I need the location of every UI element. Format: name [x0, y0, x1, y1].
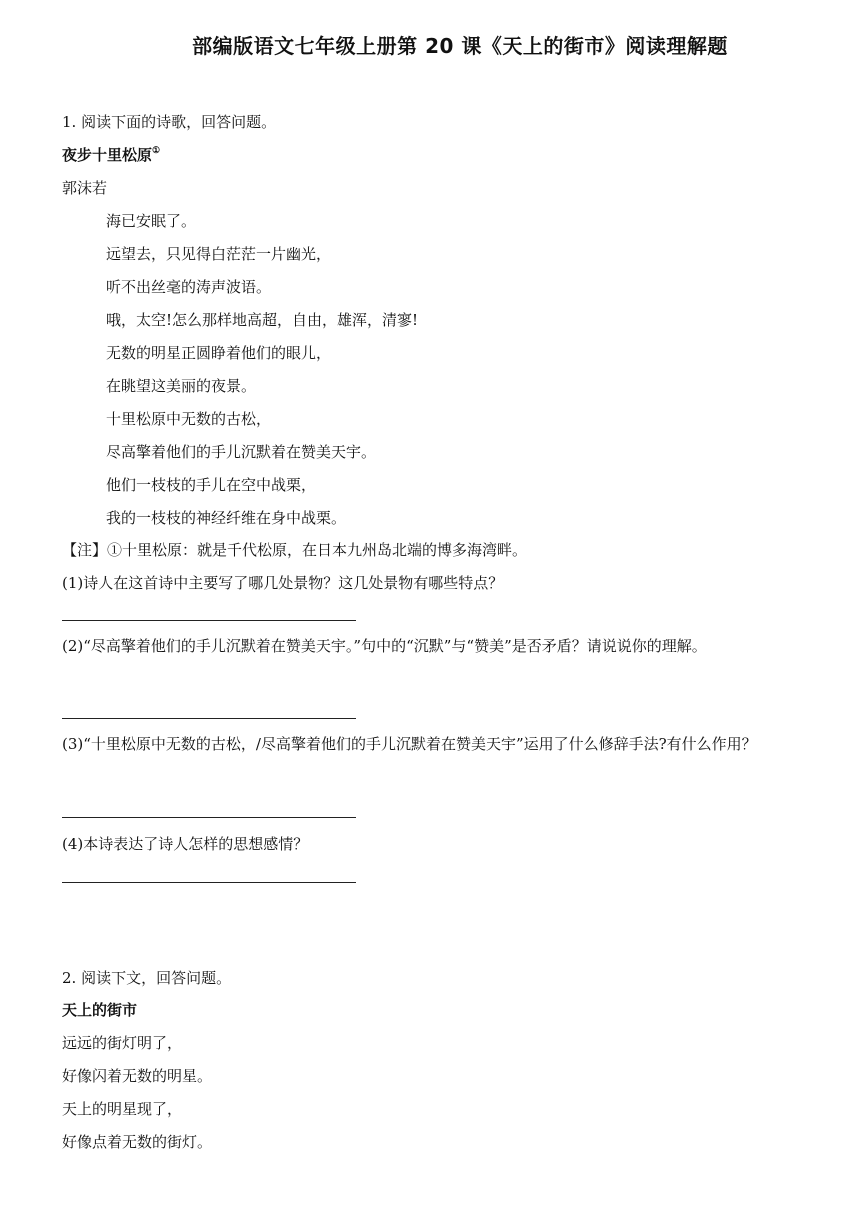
- poem-author: 郭沫若: [62, 179, 108, 197]
- poem-line: 他们一枝枝的手儿在空中战栗，: [106, 476, 317, 494]
- poem-line: 十里松原中无数的古松，: [106, 410, 272, 428]
- poem-title-text: 夜步十里松原: [62, 146, 153, 164]
- poem-line: 在眺望这美丽的夜景。: [106, 377, 257, 395]
- poem-line: 我的一枝枝的神经纤维在身中战栗。: [106, 509, 347, 527]
- footnote: 【注】①十里松原：就是千代松原，在日本九州岛北端的博多海湾畔。: [62, 541, 528, 559]
- answer-line-4[interactable]: [62, 882, 356, 883]
- poem-title: [62, 145, 160, 165]
- poem-line: 哦，太空!怎么那样地高超，自由，雄浑，清寥!: [106, 311, 419, 329]
- question-2-prompt: 2. 阅读下文，回答问题。: [62, 969, 232, 987]
- poem-line: 远望去，只见得白茫茫一片幽光，: [106, 245, 332, 263]
- poem-line: 尽高擎着他们的手儿沉默着在赞美天宇。: [106, 443, 377, 461]
- poem-2-line: 天上的明星现了，: [62, 1100, 183, 1118]
- sub-question-2: (2)“尽高擎着他们的手儿沉默着在赞美天宇。”句中的“沉默”与“赞美”是否矛盾？请说说你的理解。: [62, 637, 707, 655]
- poem-2-line: 好像闪着无数的明星。: [62, 1067, 213, 1085]
- poem-2-line: 远远的街灯明了，: [62, 1034, 183, 1052]
- answer-line-2[interactable]: [62, 718, 356, 719]
- answer-line-1[interactable]: [62, 620, 356, 621]
- poem-2-title: 天上的街市: [62, 1001, 138, 1019]
- document-title: 部编版语文七年级上册第 20 课《天上的街市》阅读理解题: [192, 34, 728, 58]
- sub-question-4: (4)本诗表达了诗人怎样的思想感情？: [62, 835, 309, 853]
- poem-line: 海已安眠了。: [106, 212, 197, 230]
- question-1-prompt: 1. 阅读下面的诗歌，回答问题。: [62, 113, 277, 131]
- poem-2-line: 好像点着无数的街灯。: [62, 1133, 213, 1151]
- sub-question-3: (3)“十里松原中无数的古松，/尽高擎着他们的手儿沉默着在赞美天宇”运用了什么修辞手法?有什么作用？: [62, 735, 757, 753]
- sub-question-1: (1)诗人在这首诗中主要写了哪几处景物？这几处景物有哪些特点？: [62, 574, 504, 592]
- footnote-mark: ①: [152, 146, 161, 156]
- answer-line-3[interactable]: [62, 817, 356, 818]
- poem-line: 听不出丝毫的涛声波语。: [106, 278, 272, 296]
- poem-line: 无数的明星正圆睁着他们的眼儿，: [106, 344, 332, 362]
